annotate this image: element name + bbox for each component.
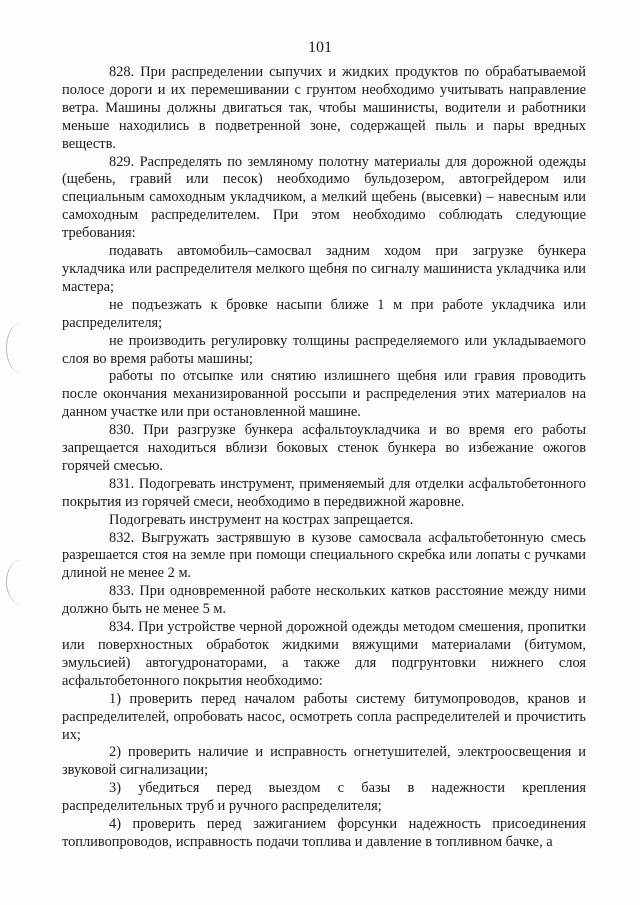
margin-scan-mark bbox=[6, 560, 35, 604]
paragraph-830: 830. При разгрузке бункера асфальтоукладчика и во время его работы запрещается находиться вблизи боковых стенок бункера во избежание ожогов горячей смесью. bbox=[62, 422, 586, 474]
requirement-item: подавать автомобиль–самосвал задним ходом при загрузке бункера укладчика или распределителя мелкого щебня по сигналу машиниста укладчика или мастера; bbox=[62, 243, 586, 295]
paragraph-831-note: Подогревать инструмент на кострах запрещается. bbox=[109, 511, 414, 528]
paragraph-828: 828. При распределении сыпучих и жидких продуктов по обрабатываемой полосе дороги и их перемешивании с грунтом необходимо учитывать направление ветра. Машины должны двигаться так, чтобы машинисты, водители и работники меньше находились в подветренной зоне, содержащей пыль и пары вредных веществ. bbox=[62, 64, 586, 152]
list-item-3: 3) убедиться перед выездом с базы в надежности крепления распределительных труб и ручного распределителя; bbox=[62, 780, 586, 815]
paragraph-831: 831. Подогревать инструмент, применяемый для отделки асфальтобетонного покрытия из горячей смеси, необходимо в передвижной жаровне. bbox=[62, 475, 586, 510]
requirement-item: работы по отсыпке или снятию излишнего щебня или гравия проводить после окончания механизированной россыпи и распределения этих материалов на данном участке или при остановленной машине. bbox=[62, 368, 586, 421]
page-number: 101 bbox=[308, 39, 332, 56]
requirement-item: не подъезжать к бровке насыпи ближе 1 м при работе укладчика или распределителя; bbox=[62, 296, 586, 331]
margin-scan-mark bbox=[6, 323, 35, 373]
paragraph-829: 829. Распределять по земляному полотну материалы для дорожной одежды (щебень, гравий или песок) необходимо бульдозером, автогрейдером или специальным самоходным укладчиком, а мелкий щебень (высевки) – навесным или самоходным распределителем. При этом необходимо соблюдать следующие требования: bbox=[62, 153, 586, 242]
list-item-2: 2) проверить наличие и исправность огнетушителей, электроосвещения и звуковой сигнализации; bbox=[62, 744, 586, 779]
list-item-4: 4) проверить перед зажиганием форсунки надежность присоединения топливопроводов, исправность подачи топлива и давление в топливном бачке, а bbox=[62, 816, 586, 850]
paragraph-833: 833. При одновременной работе нескольких катков расстояние между ними должно быть не менее 5 м. bbox=[62, 583, 586, 618]
body-text bbox=[62, 64, 586, 852]
paragraph-832: 832. Выгружать застрявшую в кузове самосвала асфальтобетонную смесь разрешается стоя на земле при помощи специального скребка или лопаты с ручками длиной не менее 2 м. bbox=[62, 529, 586, 582]
list-item-1: 1) проверить перед началом работы систему битумопроводов, кранов и распределителей, опробовать насос, осмотреть сопла распределителей и прочистить их; bbox=[62, 690, 586, 743]
paragraph-834: 834. При устройстве черной дорожной одежды методом смешения, пропитки или поверхностных обработок жидкими вяжущими материалами (битумом, эмульсией) автогудронаторами, а также для подгрунтовки нижнего слоя асфальтобетонного покрытия необходимо: bbox=[62, 619, 586, 689]
requirement-item: не производить регулировку толщины распределяемого или укладываемого слоя во время работы машины; bbox=[62, 332, 586, 367]
